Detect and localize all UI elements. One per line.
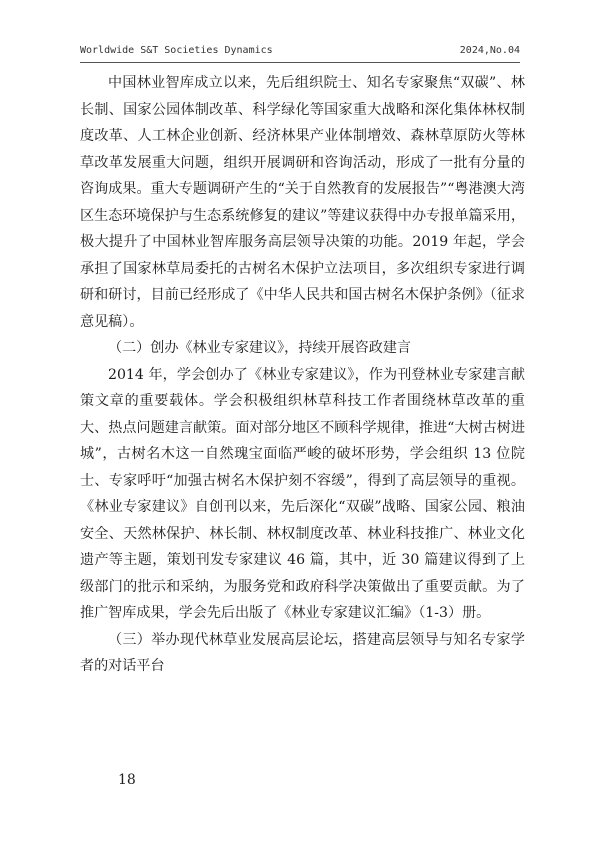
section-heading: （三）举办现代林草业发展高层论坛，搭建高层领导与知名专家学者的对话平台: [80, 631, 525, 674]
issue-number: 2024,No.04: [459, 45, 520, 56]
paragraph: 2014 年，学会创办了《林业专家建议》，作为刊登林业专家建言献策文章的重要载体。学会积极组织林草科技工作者围绕林草改革的重大、热点问题建言献策。面对部分地区不顾科学规律，推进“大树古树进城”，古树名木这一自然瑰宝面临严峻的破坏形势，学会组织 13 位院士、专家呼吁“加强古树名木保护刻不容缓”，得到了高层领导的重视。《林业专家建议》自创刊以来，先后深化“双碳”战略、国家公园、粮油安全、天然林保护、林长制、林权制度改革、林业科技推广、林业文化遗产等主题，策划刊发专家建议 46 篇，其中，近 30 篇建议得到了上级部门的批示和采纳，为服务党和政府科学决策做出了重要贡献。为了推广智库成果，学会先后出版了《林业专家建议汇编》（1-3）册。: [80, 366, 525, 621]
page-number: 18: [118, 772, 136, 788]
journal-title: Worldwide S&T Societies Dynamics: [80, 45, 273, 56]
section-heading: （二）创办《林业专家建议》，持续开展咨政建言: [108, 340, 412, 356]
header-rule: [80, 62, 520, 63]
running-header: [80, 45, 520, 61]
paragraph: 中国林业智库成立以来，先后组织院士、知名专家聚焦“双碳”、林长制、国家公园体制改革、科学绿化等国家重大战略和深化集体林权制度改革、人工林企业创新、经济林果产业体制增效、森林草原防火等林草改革发展重大问题，组织开展调研和咨询活动，形成了一批有分量的咨询成果。重大专题调研产生的“关于自然教育的发展报告”“粤港澳大湾区生态环境保护与生态系统修复的建议”等建议获得中办专报单篇采用，极大提升了中国林业智库服务高层领导决策的功能。2019 年起，学会承担了国家林草局委托的古树名木保护立法项目，多次组织专家进行调研和研讨，目前已经形成了《中华人民共和国古树名木保护条例》（征求意见稿）。: [80, 75, 525, 330]
article-body: [80, 70, 525, 680]
